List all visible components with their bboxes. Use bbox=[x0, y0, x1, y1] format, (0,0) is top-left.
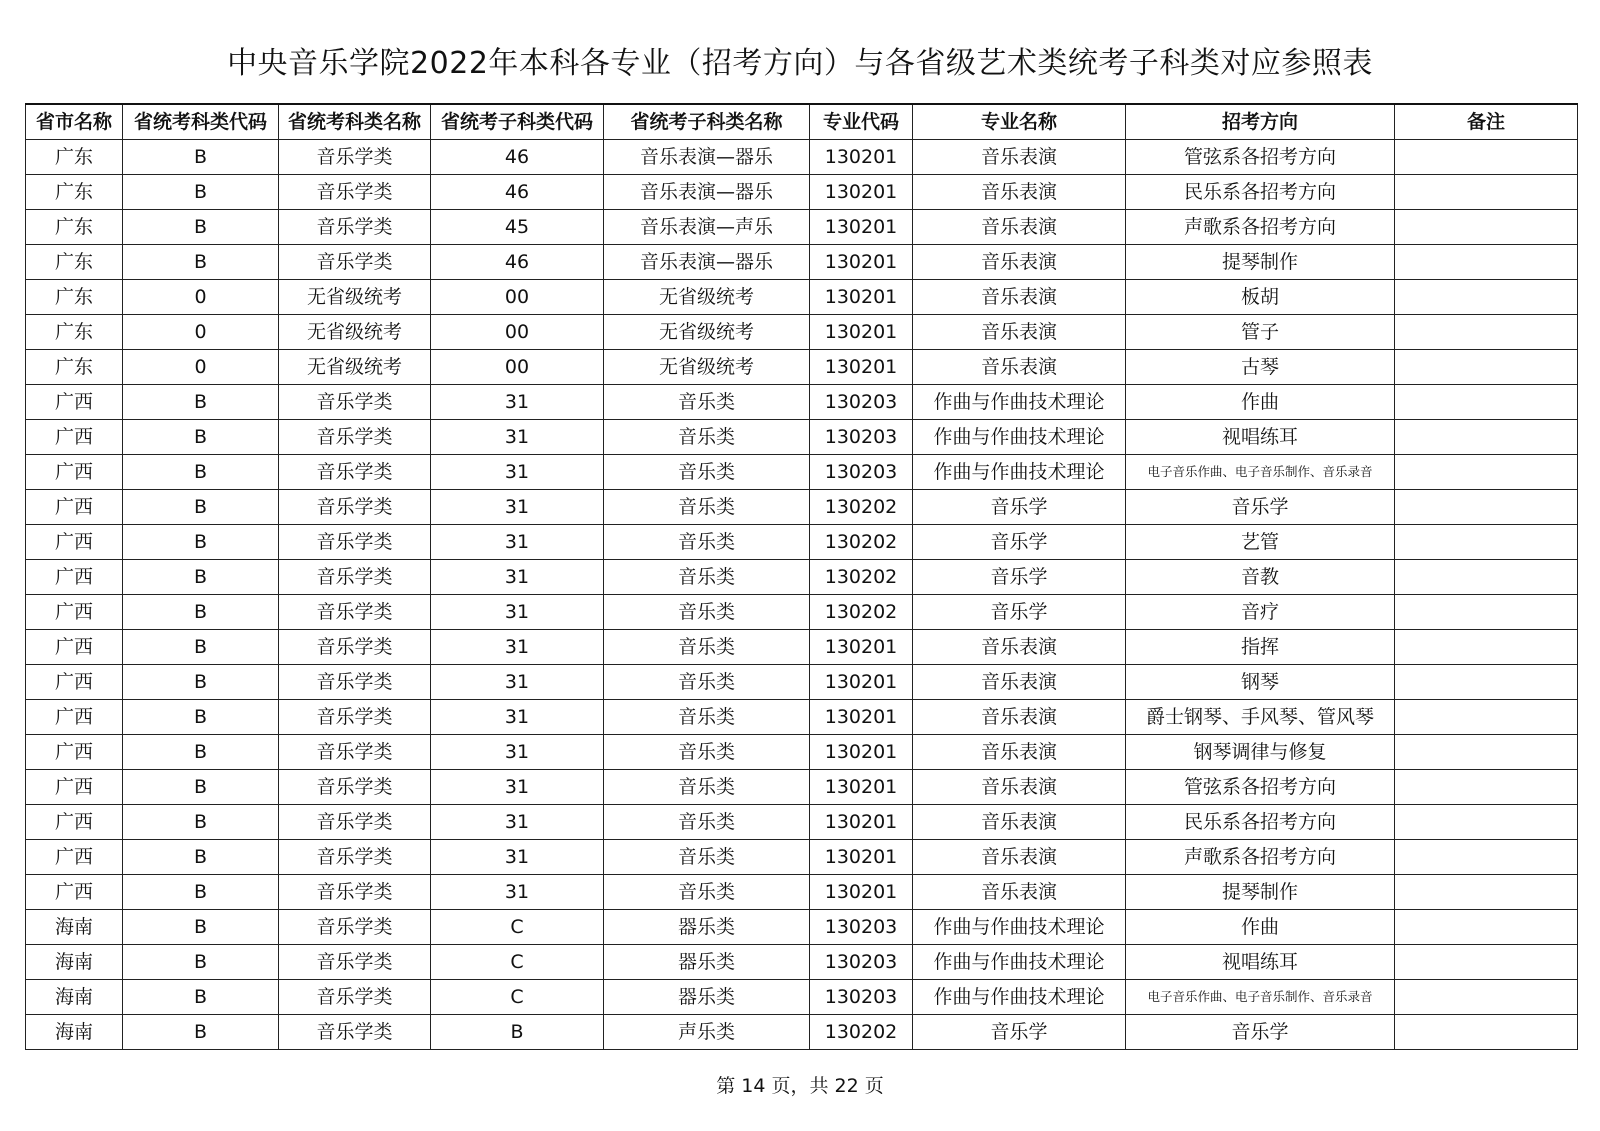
cell-major-name: 音乐表演 bbox=[913, 735, 1126, 770]
cell-category-code: B bbox=[123, 700, 279, 735]
table-row bbox=[26, 910, 1578, 945]
cell-category-code: B bbox=[123, 665, 279, 700]
column-header-province: 省市名称 bbox=[26, 104, 123, 140]
cell-province: 广东 bbox=[26, 315, 123, 350]
cell-remarks bbox=[1395, 595, 1578, 630]
cell-subcategory-name: 无省级统考 bbox=[604, 350, 810, 385]
cell-province: 广西 bbox=[26, 630, 123, 665]
cell-major-name: 音乐表演 bbox=[913, 245, 1126, 280]
cell-major-code: 130203 bbox=[810, 980, 913, 1015]
cell-direction: 作曲 bbox=[1126, 910, 1395, 945]
cell-remarks bbox=[1395, 735, 1578, 770]
cell-major-code: 130203 bbox=[810, 420, 913, 455]
cell-remarks bbox=[1395, 840, 1578, 875]
cell-major-name: 音乐学 bbox=[913, 1015, 1126, 1050]
cell-subcategory-name: 音乐表演—器乐 bbox=[604, 245, 810, 280]
cell-major-code: 130201 bbox=[810, 735, 913, 770]
cell-major-code: 130201 bbox=[810, 805, 913, 840]
cell-remarks bbox=[1395, 490, 1578, 525]
cell-category-name: 音乐学类 bbox=[279, 140, 431, 175]
cell-direction: 钢琴调律与修复 bbox=[1126, 735, 1395, 770]
cell-direction: 电子音乐作曲、电子音乐制作、音乐录音 bbox=[1126, 455, 1395, 490]
cell-major-name: 作曲与作曲技术理论 bbox=[913, 945, 1126, 980]
cell-category-name: 音乐学类 bbox=[279, 560, 431, 595]
cell-direction: 指挥 bbox=[1126, 630, 1395, 665]
page-footer: 第 14 页，共 22 页 bbox=[716, 1075, 884, 1097]
cell-category-name: 音乐学类 bbox=[279, 945, 431, 980]
table-row bbox=[26, 700, 1578, 735]
cell-major-code: 130201 bbox=[810, 140, 913, 175]
cell-direction: 电子音乐作曲、电子音乐制作、音乐录音 bbox=[1126, 980, 1395, 1015]
table-row bbox=[26, 665, 1578, 700]
cell-subcategory-name: 音乐类 bbox=[604, 490, 810, 525]
cell-category-name: 无省级统考 bbox=[279, 315, 431, 350]
cell-province: 海南 bbox=[26, 980, 123, 1015]
cell-category-name: 音乐学类 bbox=[279, 840, 431, 875]
cell-subcategory-name: 音乐表演—器乐 bbox=[604, 175, 810, 210]
table-row bbox=[26, 280, 1578, 315]
cell-province: 广东 bbox=[26, 140, 123, 175]
cell-subcategory-code: C bbox=[431, 910, 604, 945]
cell-category-code: B bbox=[123, 630, 279, 665]
cell-subcategory-code: 46 bbox=[431, 245, 604, 280]
cell-category-code: B bbox=[123, 1015, 279, 1050]
cell-major-code: 130201 bbox=[810, 840, 913, 875]
cell-province: 广西 bbox=[26, 525, 123, 560]
cell-subcategory-code: 31 bbox=[431, 770, 604, 805]
cell-remarks bbox=[1395, 805, 1578, 840]
table-row bbox=[26, 875, 1578, 910]
cell-category-code: B bbox=[123, 560, 279, 595]
cell-major-name: 音乐表演 bbox=[913, 630, 1126, 665]
cell-subcategory-code: 31 bbox=[431, 805, 604, 840]
cell-province: 广西 bbox=[26, 700, 123, 735]
cell-category-code: B bbox=[123, 455, 279, 490]
cell-subcategory-name: 音乐表演—器乐 bbox=[604, 140, 810, 175]
cell-category-name: 音乐学类 bbox=[279, 1015, 431, 1050]
cell-category-name: 音乐学类 bbox=[279, 210, 431, 245]
cell-major-name: 作曲与作曲技术理论 bbox=[913, 910, 1126, 945]
cell-major-code: 130203 bbox=[810, 910, 913, 945]
cell-province: 海南 bbox=[26, 945, 123, 980]
cell-remarks bbox=[1395, 245, 1578, 280]
cell-province: 海南 bbox=[26, 910, 123, 945]
cell-major-name: 音乐表演 bbox=[913, 210, 1126, 245]
cell-remarks bbox=[1395, 945, 1578, 980]
cell-category-name: 音乐学类 bbox=[279, 595, 431, 630]
cell-province: 广西 bbox=[26, 385, 123, 420]
header-row bbox=[26, 104, 1578, 140]
cell-remarks bbox=[1395, 455, 1578, 490]
cell-subcategory-name: 音乐类 bbox=[604, 700, 810, 735]
cell-subcategory-code: 31 bbox=[431, 875, 604, 910]
cell-remarks bbox=[1395, 1015, 1578, 1050]
table-row bbox=[26, 455, 1578, 490]
cell-remarks bbox=[1395, 175, 1578, 210]
cell-subcategory-code: 00 bbox=[431, 350, 604, 385]
cell-direction: 民乐系各招考方向 bbox=[1126, 805, 1395, 840]
cell-subcategory-name: 音乐类 bbox=[604, 735, 810, 770]
cell-subcategory-code: 31 bbox=[431, 490, 604, 525]
cell-subcategory-code: 31 bbox=[431, 455, 604, 490]
cell-province: 广西 bbox=[26, 840, 123, 875]
cell-subcategory-name: 器乐类 bbox=[604, 945, 810, 980]
cell-remarks bbox=[1395, 420, 1578, 455]
cell-major-code: 130202 bbox=[810, 560, 913, 595]
table-row bbox=[26, 840, 1578, 875]
cell-remarks bbox=[1395, 630, 1578, 665]
cell-province: 广西 bbox=[26, 665, 123, 700]
column-header-category-code: 省统考科类代码 bbox=[123, 104, 279, 140]
column-header-remarks: 备注 bbox=[1395, 104, 1578, 140]
cell-direction: 艺管 bbox=[1126, 525, 1395, 560]
cell-direction: 声歌系各招考方向 bbox=[1126, 840, 1395, 875]
cell-category-name: 音乐学类 bbox=[279, 245, 431, 280]
cell-subcategory-code: 31 bbox=[431, 595, 604, 630]
cell-category-name: 音乐学类 bbox=[279, 875, 431, 910]
table-row bbox=[26, 805, 1578, 840]
table-row bbox=[26, 210, 1578, 245]
cell-category-name: 音乐学类 bbox=[279, 525, 431, 560]
table-row bbox=[26, 315, 1578, 350]
cell-province: 广东 bbox=[26, 280, 123, 315]
cell-subcategory-code: 31 bbox=[431, 630, 604, 665]
table-row bbox=[26, 980, 1578, 1015]
cell-category-name: 音乐学类 bbox=[279, 700, 431, 735]
table-row bbox=[26, 595, 1578, 630]
table-row bbox=[26, 735, 1578, 770]
cell-direction: 民乐系各招考方向 bbox=[1126, 175, 1395, 210]
cell-subcategory-name: 器乐类 bbox=[604, 980, 810, 1015]
cell-major-code: 130202 bbox=[810, 1015, 913, 1050]
cell-province: 广东 bbox=[26, 245, 123, 280]
cell-remarks bbox=[1395, 980, 1578, 1015]
cell-subcategory-code: 31 bbox=[431, 420, 604, 455]
cell-category-name: 音乐学类 bbox=[279, 385, 431, 420]
cell-direction: 音乐学 bbox=[1126, 490, 1395, 525]
cell-subcategory-name: 音乐类 bbox=[604, 385, 810, 420]
cell-subcategory-name: 音乐类 bbox=[604, 595, 810, 630]
cell-province: 广东 bbox=[26, 175, 123, 210]
cell-direction: 古琴 bbox=[1126, 350, 1395, 385]
cell-subcategory-code: 31 bbox=[431, 525, 604, 560]
cell-category-name: 音乐学类 bbox=[279, 910, 431, 945]
cell-province: 广西 bbox=[26, 735, 123, 770]
cell-subcategory-name: 音乐类 bbox=[604, 560, 810, 595]
cell-major-code: 130201 bbox=[810, 210, 913, 245]
cell-major-code: 130201 bbox=[810, 700, 913, 735]
cell-province: 广西 bbox=[26, 420, 123, 455]
cell-major-code: 130202 bbox=[810, 525, 913, 560]
mapping-table bbox=[25, 103, 1578, 1050]
cell-category-code: B bbox=[123, 525, 279, 560]
cell-category-code: B bbox=[123, 210, 279, 245]
cell-category-code: 0 bbox=[123, 280, 279, 315]
cell-category-code: 0 bbox=[123, 350, 279, 385]
cell-remarks bbox=[1395, 525, 1578, 560]
cell-category-name: 音乐学类 bbox=[279, 770, 431, 805]
cell-category-code: B bbox=[123, 875, 279, 910]
column-header-subcategory-code: 省统考子科类代码 bbox=[431, 104, 604, 140]
cell-subcategory-code: C bbox=[431, 945, 604, 980]
cell-major-code: 130201 bbox=[810, 280, 913, 315]
cell-direction: 音疗 bbox=[1126, 595, 1395, 630]
cell-direction: 爵士钢琴、手风琴、管风琴 bbox=[1126, 700, 1395, 735]
cell-subcategory-name: 器乐类 bbox=[604, 910, 810, 945]
cell-direction: 音乐学 bbox=[1126, 1015, 1395, 1050]
cell-category-code: B bbox=[123, 490, 279, 525]
cell-subcategory-name: 音乐类 bbox=[604, 665, 810, 700]
cell-category-name: 音乐学类 bbox=[279, 420, 431, 455]
cell-major-name: 音乐学 bbox=[913, 490, 1126, 525]
cell-category-code: B bbox=[123, 840, 279, 875]
cell-subcategory-code: 31 bbox=[431, 700, 604, 735]
cell-province: 广西 bbox=[26, 595, 123, 630]
table-row bbox=[26, 420, 1578, 455]
column-header-major-name: 专业名称 bbox=[913, 104, 1126, 140]
cell-category-name: 音乐学类 bbox=[279, 490, 431, 525]
cell-subcategory-name: 无省级统考 bbox=[604, 315, 810, 350]
page-title: 中央音乐学院2022年本科各专业（招考方向）与各省级艺术类统考子科类对应参照表 bbox=[227, 46, 1373, 81]
cell-subcategory-code: C bbox=[431, 980, 604, 1015]
cell-direction: 视唱练耳 bbox=[1126, 420, 1395, 455]
cell-major-code: 130201 bbox=[810, 665, 913, 700]
cell-category-name: 音乐学类 bbox=[279, 805, 431, 840]
cell-category-code: B bbox=[123, 805, 279, 840]
cell-major-name: 音乐表演 bbox=[913, 280, 1126, 315]
cell-major-name: 作曲与作曲技术理论 bbox=[913, 455, 1126, 490]
cell-category-code: B bbox=[123, 595, 279, 630]
table-row bbox=[26, 385, 1578, 420]
cell-direction: 管弦系各招考方向 bbox=[1126, 140, 1395, 175]
table-row bbox=[26, 490, 1578, 525]
cell-category-code: B bbox=[123, 245, 279, 280]
cell-remarks bbox=[1395, 770, 1578, 805]
cell-major-code: 130201 bbox=[810, 770, 913, 805]
cell-major-code: 130201 bbox=[810, 630, 913, 665]
cell-remarks bbox=[1395, 385, 1578, 420]
cell-remarks bbox=[1395, 560, 1578, 595]
cell-subcategory-name: 音乐类 bbox=[604, 770, 810, 805]
cell-direction: 作曲 bbox=[1126, 385, 1395, 420]
cell-subcategory-name: 无省级统考 bbox=[604, 280, 810, 315]
cell-subcategory-name: 音乐类 bbox=[604, 805, 810, 840]
cell-category-name: 无省级统考 bbox=[279, 350, 431, 385]
cell-major-name: 音乐表演 bbox=[913, 665, 1126, 700]
cell-major-name: 音乐表演 bbox=[913, 805, 1126, 840]
column-header-major-code: 专业代码 bbox=[810, 104, 913, 140]
cell-category-code: B bbox=[123, 980, 279, 1015]
cell-major-code: 130203 bbox=[810, 385, 913, 420]
cell-major-code: 130201 bbox=[810, 245, 913, 280]
cell-category-name: 音乐学类 bbox=[279, 980, 431, 1015]
cell-province: 海南 bbox=[26, 1015, 123, 1050]
column-header-subcategory-name: 省统考子科类名称 bbox=[604, 104, 810, 140]
column-header-category-name: 省统考科类名称 bbox=[279, 104, 431, 140]
table-row bbox=[26, 525, 1578, 560]
table-row bbox=[26, 245, 1578, 280]
cell-subcategory-code: 46 bbox=[431, 175, 604, 210]
cell-province: 广西 bbox=[26, 875, 123, 910]
cell-province: 广西 bbox=[26, 805, 123, 840]
cell-subcategory-code: 31 bbox=[431, 665, 604, 700]
cell-major-code: 130201 bbox=[810, 175, 913, 210]
table-row bbox=[26, 630, 1578, 665]
cell-remarks bbox=[1395, 700, 1578, 735]
cell-subcategory-code: 00 bbox=[431, 315, 604, 350]
cell-major-name: 音乐表演 bbox=[913, 175, 1126, 210]
cell-province: 广西 bbox=[26, 560, 123, 595]
cell-major-name: 作曲与作曲技术理论 bbox=[913, 980, 1126, 1015]
cell-major-name: 作曲与作曲技术理论 bbox=[913, 385, 1126, 420]
cell-major-code: 130203 bbox=[810, 455, 913, 490]
cell-subcategory-name: 音乐表演—声乐 bbox=[604, 210, 810, 245]
cell-direction: 提琴制作 bbox=[1126, 245, 1395, 280]
table-row bbox=[26, 175, 1578, 210]
table-row bbox=[26, 945, 1578, 980]
cell-major-name: 音乐表演 bbox=[913, 700, 1126, 735]
cell-major-code: 130201 bbox=[810, 875, 913, 910]
cell-category-code: B bbox=[123, 140, 279, 175]
cell-category-code: B bbox=[123, 735, 279, 770]
cell-category-code: B bbox=[123, 770, 279, 805]
cell-category-name: 音乐学类 bbox=[279, 735, 431, 770]
cell-major-code: 130202 bbox=[810, 595, 913, 630]
cell-category-code: 0 bbox=[123, 315, 279, 350]
cell-major-name: 音乐表演 bbox=[913, 140, 1126, 175]
column-header-direction: 招考方向 bbox=[1126, 104, 1395, 140]
cell-category-code: B bbox=[123, 945, 279, 980]
cell-major-code: 130201 bbox=[810, 315, 913, 350]
cell-major-code: 130201 bbox=[810, 350, 913, 385]
cell-remarks bbox=[1395, 350, 1578, 385]
cell-subcategory-name: 音乐类 bbox=[604, 630, 810, 665]
cell-subcategory-code: 31 bbox=[431, 735, 604, 770]
table-row bbox=[26, 350, 1578, 385]
cell-major-code: 130203 bbox=[810, 945, 913, 980]
cell-remarks bbox=[1395, 280, 1578, 315]
cell-major-name: 音乐表演 bbox=[913, 770, 1126, 805]
cell-province: 广西 bbox=[26, 770, 123, 805]
cell-subcategory-code: B bbox=[431, 1015, 604, 1050]
cell-major-name: 音乐表演 bbox=[913, 840, 1126, 875]
cell-major-code: 130202 bbox=[810, 490, 913, 525]
cell-remarks bbox=[1395, 875, 1578, 910]
table-row bbox=[26, 770, 1578, 805]
table-body bbox=[26, 140, 1578, 1050]
cell-category-code: B bbox=[123, 385, 279, 420]
cell-major-name: 音乐表演 bbox=[913, 875, 1126, 910]
cell-subcategory-name: 音乐类 bbox=[604, 525, 810, 560]
cell-category-name: 无省级统考 bbox=[279, 280, 431, 315]
cell-direction: 管子 bbox=[1126, 315, 1395, 350]
table-row bbox=[26, 560, 1578, 595]
cell-subcategory-name: 音乐类 bbox=[604, 840, 810, 875]
cell-subcategory-name: 音乐类 bbox=[604, 455, 810, 490]
cell-remarks bbox=[1395, 910, 1578, 945]
cell-remarks bbox=[1395, 140, 1578, 175]
cell-category-name: 音乐学类 bbox=[279, 175, 431, 210]
cell-subcategory-code: 31 bbox=[431, 840, 604, 875]
cell-direction: 钢琴 bbox=[1126, 665, 1395, 700]
cell-major-name: 音乐学 bbox=[913, 560, 1126, 595]
cell-subcategory-code: 46 bbox=[431, 140, 604, 175]
cell-category-name: 音乐学类 bbox=[279, 665, 431, 700]
cell-direction: 提琴制作 bbox=[1126, 875, 1395, 910]
cell-subcategory-code: 45 bbox=[431, 210, 604, 245]
cell-category-code: B bbox=[123, 175, 279, 210]
cell-subcategory-code: 00 bbox=[431, 280, 604, 315]
cell-major-name: 音乐学 bbox=[913, 595, 1126, 630]
cell-direction: 管弦系各招考方向 bbox=[1126, 770, 1395, 805]
table-row bbox=[26, 1015, 1578, 1050]
cell-subcategory-code: 31 bbox=[431, 385, 604, 420]
cell-province: 广西 bbox=[26, 490, 123, 525]
cell-subcategory-name: 音乐类 bbox=[604, 875, 810, 910]
cell-subcategory-code: 31 bbox=[431, 560, 604, 595]
table-row bbox=[26, 140, 1578, 175]
cell-remarks bbox=[1395, 315, 1578, 350]
cell-category-name: 音乐学类 bbox=[279, 630, 431, 665]
cell-subcategory-name: 声乐类 bbox=[604, 1015, 810, 1050]
cell-remarks bbox=[1395, 665, 1578, 700]
cell-category-name: 音乐学类 bbox=[279, 455, 431, 490]
cell-direction: 板胡 bbox=[1126, 280, 1395, 315]
cell-direction: 音教 bbox=[1126, 560, 1395, 595]
cell-direction: 视唱练耳 bbox=[1126, 945, 1395, 980]
cell-major-name: 音乐表演 bbox=[913, 350, 1126, 385]
cell-province: 广东 bbox=[26, 350, 123, 385]
cell-province: 广东 bbox=[26, 210, 123, 245]
cell-category-code: B bbox=[123, 910, 279, 945]
cell-direction: 声歌系各招考方向 bbox=[1126, 210, 1395, 245]
cell-category-code: B bbox=[123, 420, 279, 455]
cell-major-name: 作曲与作曲技术理论 bbox=[913, 420, 1126, 455]
cell-major-name: 音乐学 bbox=[913, 525, 1126, 560]
cell-remarks bbox=[1395, 210, 1578, 245]
cell-province: 广西 bbox=[26, 455, 123, 490]
cell-subcategory-name: 音乐类 bbox=[604, 420, 810, 455]
cell-major-name: 音乐表演 bbox=[913, 315, 1126, 350]
